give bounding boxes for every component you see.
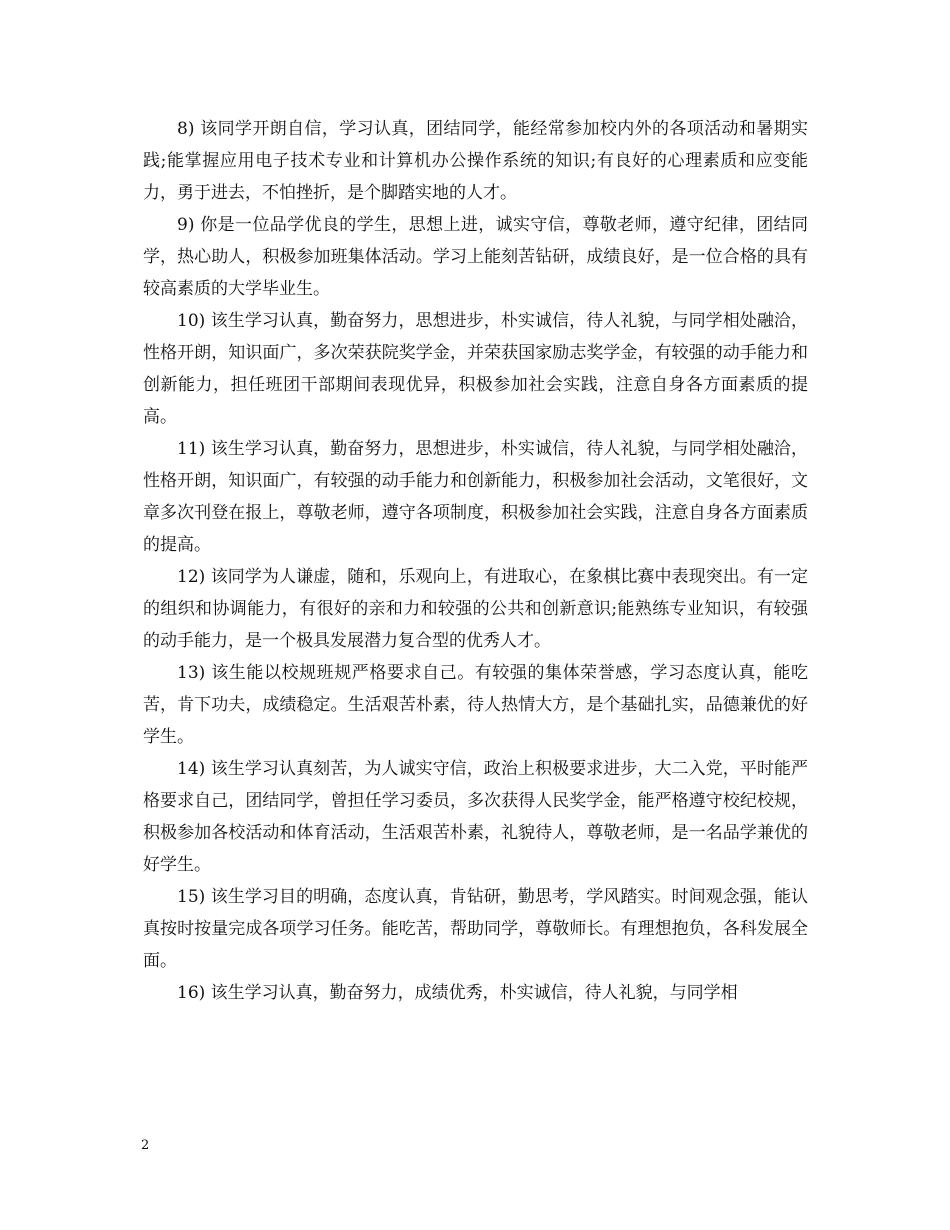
paragraph-10: 10) 该生学习认真，勤奋努力，思想进步，朴实诚信，待人礼貌，与同学相处融洽，性格开朗，知识面广，多次荣获院奖学金，并荣获国家励志奖学金，有较强的动手能力和创新能力，担任班团干部期间表现优异，积极参加社会实践，注意自身各方面素质的提高。 xyxy=(143,311,808,427)
paragraph-14: 14) 该生学习认真刻苦，为人诚实守信，政治上积极要求进步，大二入党，平时能严格要求自己，团结同学，曾担任学习委员，多次获得人民奖学金，能严格遵守校纪校规，积极参加各校活动和体育活动，生活艰苦朴素，礼貌待人，尊敬老师，是一名品学兼优的好学生。 xyxy=(143,759,808,875)
paragraph-9: 9) 你是一位品学优良的学生，思想上进，诚实守信，尊敬老师，遵守纪律，团结同学，热心助人，积极参加班集体活动。学习上能刻苦钻研，成绩良好，是一位合格的具有较高素质的大学毕业生。 xyxy=(143,215,808,299)
page-number: 2 xyxy=(141,1138,150,1153)
paragraph-16: 16) 该生学习认真，勤奋努力，成绩优秀，朴实诚信，待人礼貌，与同学相 xyxy=(177,983,738,1003)
paragraph-11: 11) 该生学习认真，勤奋努力，思想进步，朴实诚信，待人礼貌，与同学相处融洽，性格开朗，知识面广，有较强的动手能力和创新能力，积极参加社会活动，文笔很好，文章多次刊登在报上，尊敬老师，遵守各项制度，积极参加社会实践，注意自身各方面素质的提高。 xyxy=(143,439,808,555)
paragraph-8: 8) 该同学开朗自信，学习认真，团结同学，能经常参加校内外的各项活动和暑期实践;能掌握应用电子技术专业和计算机办公操作系统的知识;有良好的心理素质和应变能力，勇于进去，不怕挫折，是个脚踏实地的人才。 xyxy=(143,119,808,203)
document-body xyxy=(143,113,808,1009)
paragraph-15: 15) 该生学习目的明确，态度认真，肯钻研，勤思考，学风踏实。时间观念强，能认真按时按量完成各项学习任务。能吃苦，帮助同学，尊敬师长。有理想抱负，各科发展全面。 xyxy=(143,887,808,971)
paragraph-12: 12) 该同学为人谦虚，随和，乐观向上，有进取心，在象棋比赛中表现突出。有一定的组织和协调能力，有很好的亲和力和较强的公共和创新意识;能熟练专业知识，有较强的动手能力，是一个极具发展潜力复合型的优秀人才。 xyxy=(143,567,808,651)
paragraph-13: 13) 该生能以校规班规严格要求自己。有较强的集体荣誉感，学习态度认真，能吃苦，肯下功夫，成绩稳定。生活艰苦朴素，待人热情大方，是个基础扎实，品德兼优的好学生。 xyxy=(143,663,808,747)
